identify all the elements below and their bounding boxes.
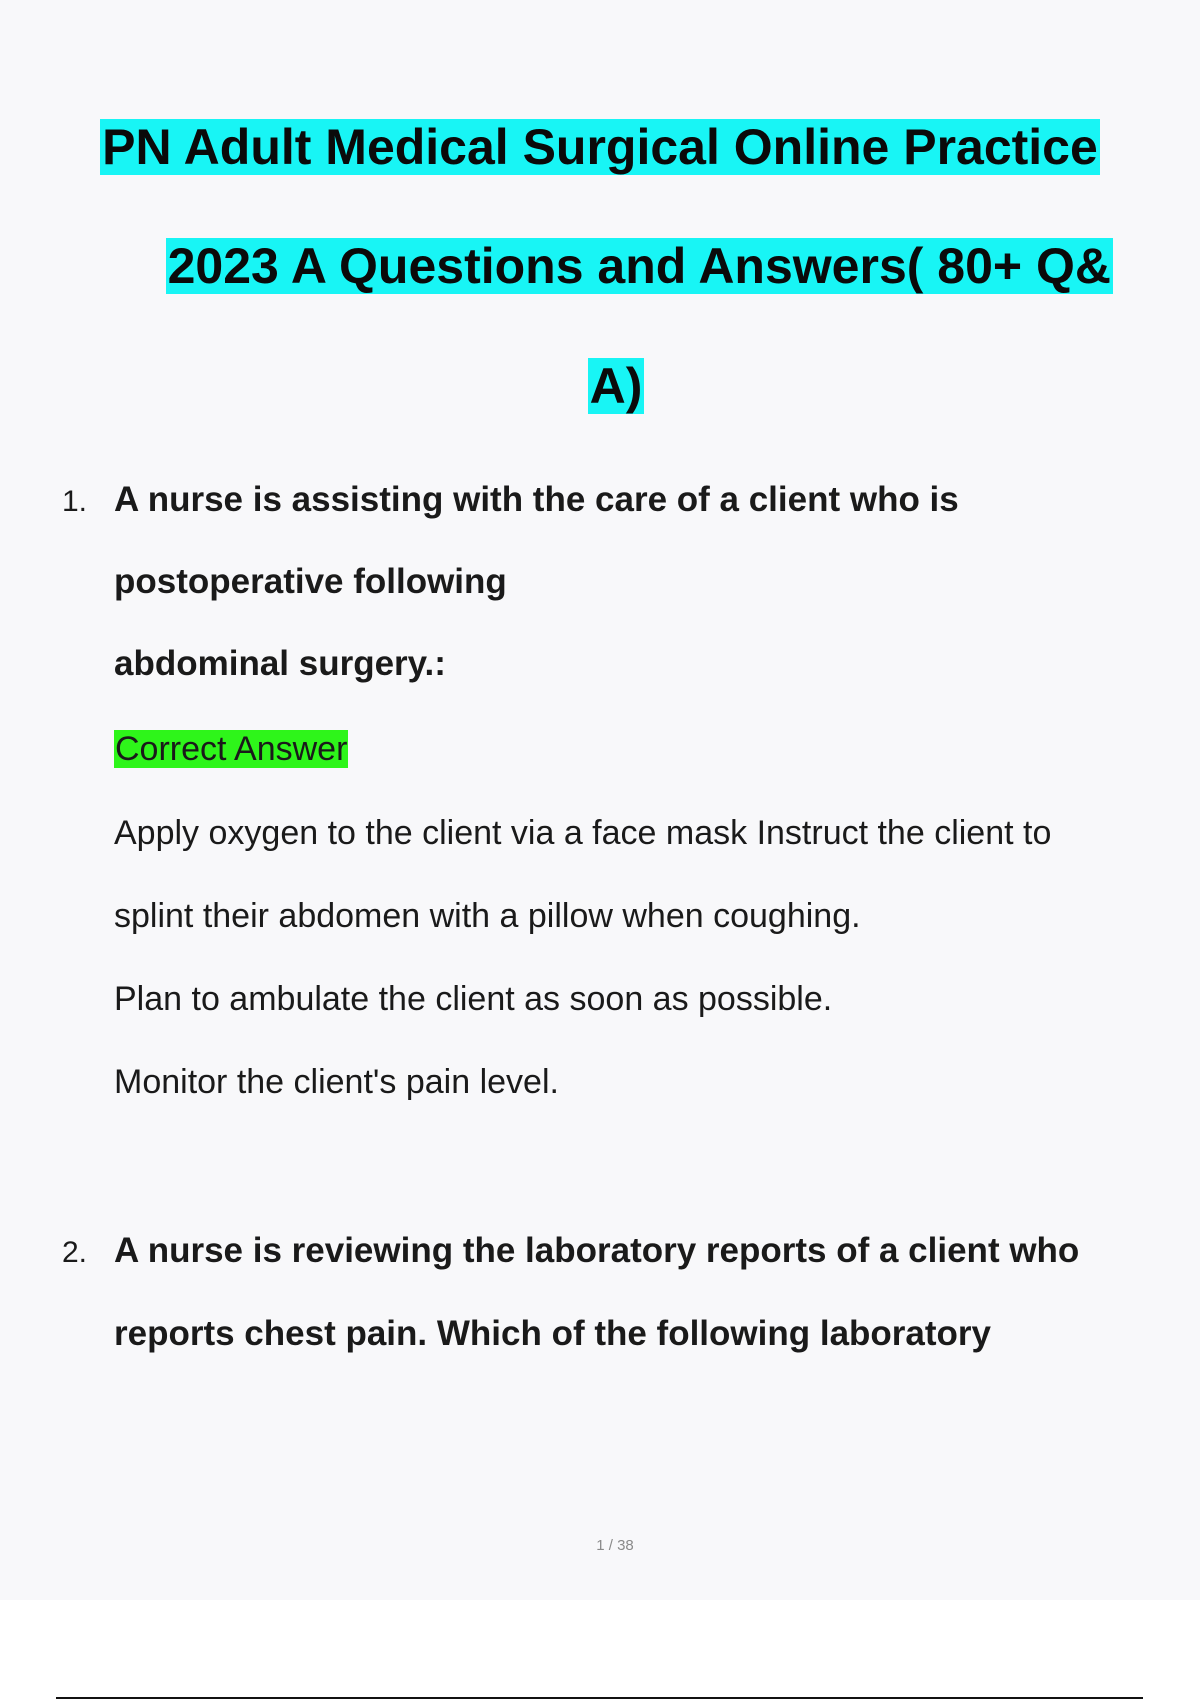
- question-2-line-2: reports chest pain. Which of the following laboratory: [114, 1314, 991, 1353]
- title-text-1: PN Adult Medical Surgical Online Practice: [102, 119, 1098, 175]
- title-text-3: A): [589, 358, 643, 414]
- question-1-line-3: abdominal surgery.:: [114, 644, 446, 683]
- answer-1-line-1: Apply oxygen to the client via a face mask Instruct the client to: [114, 814, 1052, 852]
- next-page-top-rule: [56, 1697, 1143, 1699]
- page-indicator: 1 / 38: [596, 1537, 634, 1554]
- title-line-3: [0, 356, 1200, 416]
- title-line-2: [0, 236, 1113, 296]
- correct-answer-label: [114, 728, 348, 770]
- answer-1-line-3: Plan to ambulate the client as soon as possible.: [114, 980, 833, 1018]
- title-line-1: [0, 117, 1200, 177]
- question-1-number: 1.: [62, 485, 88, 518]
- correct-answer-label-text: Correct Answer: [115, 730, 348, 768]
- answer-1-line-4: Monitor the client's pain level.: [114, 1063, 559, 1101]
- title-text-2: 2023 A Questions and Answers( 80+ Q&: [167, 238, 1111, 294]
- question-2-line-1: A nurse is reviewing the laboratory reports of a client who: [114, 1231, 1080, 1270]
- question-2-number: 2.: [62, 1236, 88, 1269]
- question-1-line-1: A nurse is assisting with the care of a client who is: [114, 480, 959, 519]
- question-1-line-2: postoperative following: [114, 562, 507, 601]
- answer-1-line-2: splint their abdomen with a pillow when coughing.: [114, 897, 861, 935]
